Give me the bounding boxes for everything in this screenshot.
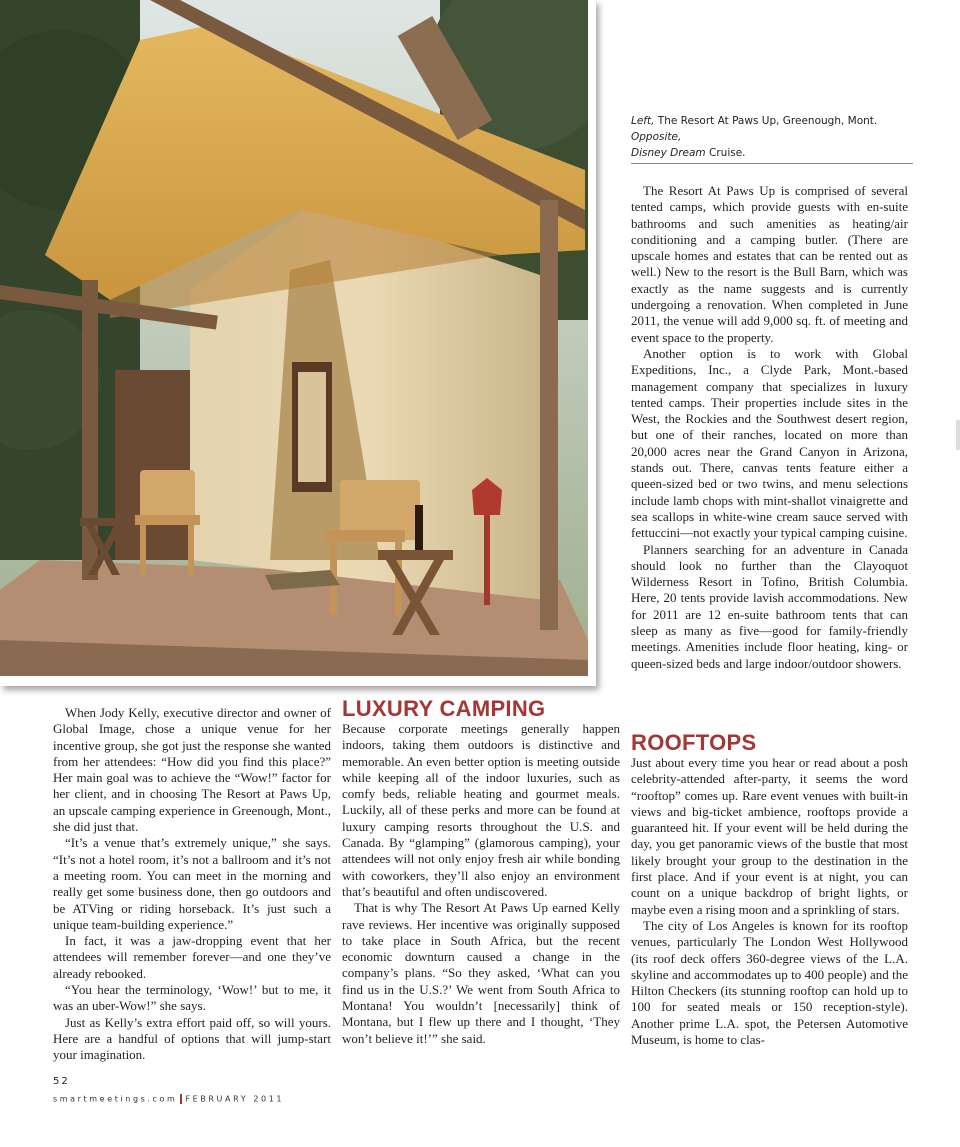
photo-caption (631, 113, 913, 164)
footer-site: smartmeetings.com (53, 1094, 178, 1104)
section-heading-rooftops: ROOFTOPS (631, 730, 757, 755)
caption-left-text: The Resort At Paws Up, Greenough, Mont. (654, 115, 878, 127)
footer-issue: FEBRUARY 2011 (185, 1094, 285, 1104)
paragraph: That is why The Resort At Paws Up earned Kelly rave reviews. Her incentive was originally supposed to take place in South Africa, but the recent economic downturn caused a change in the company’s plans. “So they asked, ‘What can you find us in the U.S.?’ We went from South Africa to Montana! You wouldn’t [necessarily] think of Montana, but I flew up there and I thought, ‘They won’t believe it!’” she said. (342, 900, 620, 1046)
article-column-2 (342, 697, 620, 1047)
paragraph: “You hear the terminology, ‘Wow!’ but to me, it was an uber-Wow!” she says. (53, 982, 331, 1014)
paragraph: Planners searching for an adventure in Canada should look no further than the Clayoquot Wilderness Resort in Tofino, British Columbia. Here, 20 tents provide lavish accommodations. New for 2011 are 12 en-suite bathroom tents that can sleep as many as five—good for family-friendly meetings. Amenities include floor heating, king- or queen-sized beds and large indoor/outdoor showers. (631, 541, 908, 671)
paragraph: Just about every time you hear or read about a posh celebrity-attended after-party, it seems the word “rooftop” comes up. Rare event venues with built-in views and big-ticket ambience, rooftops provide a guaranteed hit. If your event will be held during the day, you get panoramic views of the bustle that most likely brought your group to the destination in the first place. And if your event is at night, you can count on a unique backdrop of bright lights, or maybe even a rising moon and a sprinkling of stars. (631, 755, 908, 917)
caption-left-label: Left, (631, 115, 655, 127)
page-footer (53, 1094, 284, 1104)
paragraph: “It’s a venue that’s extremely unique,” she says. “It’s not a hotel room, it’s not a ballroom and it’s not a meeting room. You can meet in the morning and really get some business done, then go outdoors and be ATVing or riding horseback. It’s just such a unique team-building experience.” (53, 835, 331, 932)
paragraph: Another option is to work with Global Expeditions, Inc., a Clyde Park, Mont.-based management company that specializes in luxury tented camps. Their properties include sites in the West, the Rockies and the Southwest desert region, but one of their ranches, located on more than 20,000 acres near the Grand Canyon in Arizona, stands out. There, canvas tents feature either a queen-sized bed or two twins, and menu selections include lamb chops with mint-shallot vinaigrette and sea scallops in white-wine cream sauce served with fettuccini—not exactly your typical camping cuisine. (631, 345, 908, 541)
paragraph: The Resort At Paws Up is comprised of several tented camps, which provide guests with en-suite bathrooms and such amenities as heating/air conditioning and a camping butler. (There are upscale homes and estates that can be rented out as well.) New to the resort is the Bull Barn, which was exactly as the name suggests and is currently undergoing a renovation. When completed in June 2011, the venue will add 9,000 sq. ft. of meeting and event space to the property. (631, 183, 908, 345)
section-heading-luxury-camping: LUXURY CAMPING (342, 696, 546, 721)
page-number: 52 (53, 1076, 70, 1087)
tent-photo (0, 0, 588, 676)
footer-divider (180, 1094, 182, 1104)
paragraph: Just as Kelly’s extra effort paid off, so will yours. Here are a handful of options that will jump-start your imagination. (53, 1014, 331, 1063)
caption-opposite-text: Cruise. (705, 147, 746, 159)
article-column-3-top (631, 183, 908, 672)
caption-opposite-label: Opposite, (631, 131, 682, 143)
article-column-3-bottom (631, 731, 908, 1048)
page-edge-mark (956, 420, 960, 450)
paragraph: In fact, it was a jaw-dropping event that her attendees will remember forever—and one they’ve already rebooked. (53, 933, 331, 981)
caption-ship-name: Disney Dream (631, 147, 706, 159)
paragraph: Because corporate meetings generally happen indoors, taking them outdoors is distinctive and memorable. An even better option is meeting outside while keeping all of the indoor luxuries, such as comfy beds, reliable heating and gourmet meals. Luckily, all of these perks and more can be found at luxury camping resorts throughout the U.S. and Canada. By “glamping” (glamorous camping), your attendees will not only enjoy fresh air while bonding with coworkers, they’ll also enjoy an environment that’s beautiful and often undiscovered. (342, 721, 620, 899)
paragraph: The city of Los Angeles is known for its rooftop venues, particularly The London West Hollywood (its roof deck offers 360-degree views of the L.A. skyline and accommodates up to 400 people) and the Hilton Checkers (its stunning rooftop can hold up to 100 for seated meals or 150 reception-style). Another prime L.A. spot, the Petersen Automotive Museum, is home to clas- (631, 917, 908, 1048)
paragraph: When Jody Kelly, executive director and owner of Global Image, chose a unique venue for her incentive group, she got just the response she wanted from her attendees: “How did you find this place?” Her main goal was to achieve the “Wow!” factor for her client, and in choosing The Resort at Paws Up, an upscale camping experience in Greenough, Mont., she did just that. (53, 705, 331, 835)
article-column-1 (53, 705, 331, 1064)
